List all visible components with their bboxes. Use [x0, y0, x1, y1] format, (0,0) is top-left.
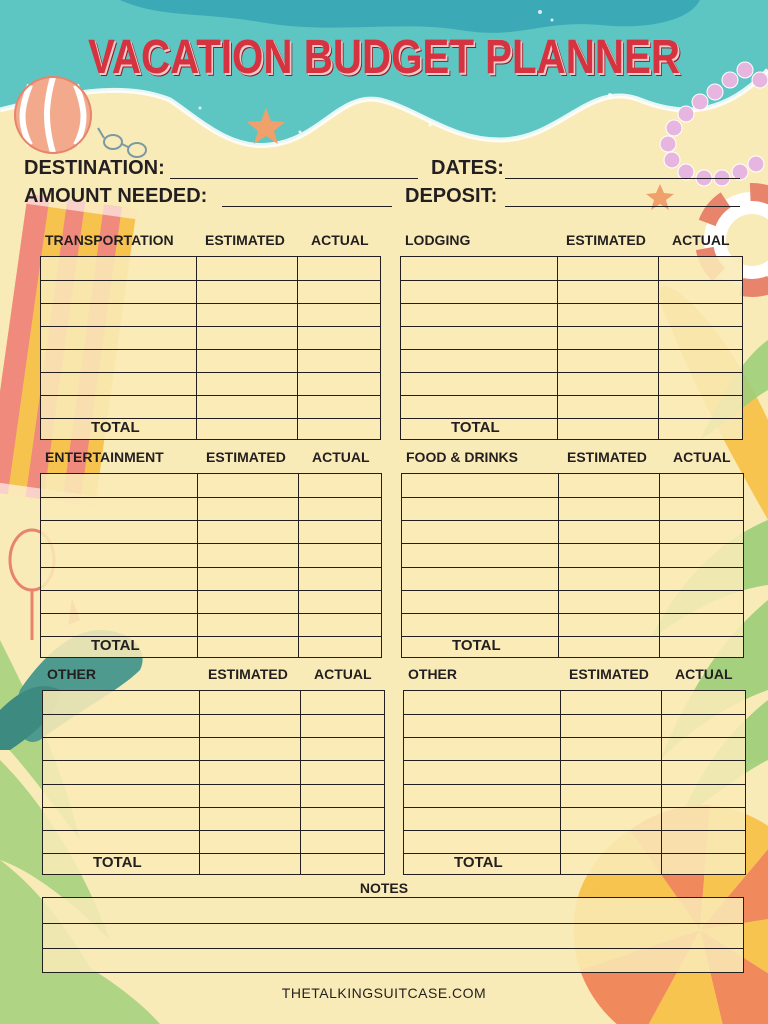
- table-row-line: [401, 349, 742, 350]
- total-label: TOTAL: [452, 637, 501, 654]
- destination-field[interactable]: [170, 178, 418, 179]
- category-label: LODGING: [405, 232, 471, 248]
- table-row-line: [41, 372, 380, 373]
- table-row-line: [43, 760, 384, 761]
- table-row-line: [43, 784, 384, 785]
- amount-needed-field[interactable]: [222, 206, 392, 207]
- table-row-line: [41, 349, 380, 350]
- budget-table[interactable]: [42, 690, 385, 875]
- notes-label: NOTES: [359, 880, 409, 896]
- budget-section: [403, 666, 746, 899]
- budget-section: [400, 232, 743, 464]
- deposit-field[interactable]: [505, 206, 740, 207]
- column-divider: [661, 691, 662, 874]
- column-divider: [197, 474, 198, 657]
- table-row-line: [402, 497, 743, 498]
- table-row-line: [41, 590, 381, 591]
- budget-table[interactable]: [401, 473, 744, 658]
- column-divider: [199, 691, 200, 874]
- sunglasses-icon: [98, 128, 146, 157]
- column-divider: [659, 474, 660, 657]
- table-row-line: [43, 830, 384, 831]
- table-row-line: [41, 567, 381, 568]
- column-divider: [196, 257, 197, 439]
- table-row-line: [404, 784, 745, 785]
- category-label: OTHER: [408, 666, 457, 682]
- table-row-line: [404, 714, 745, 715]
- section-header: [40, 449, 382, 473]
- budget-section: [401, 449, 744, 682]
- budget-section: [40, 232, 381, 464]
- budget-table[interactable]: [40, 473, 382, 658]
- section-header: [42, 666, 385, 690]
- actual-header: ACTUAL: [311, 232, 369, 248]
- table-row-line: [401, 280, 742, 281]
- table-row-line: [404, 830, 745, 831]
- total-label: TOTAL: [454, 854, 503, 871]
- section-header: [40, 232, 381, 256]
- footer-website: THETALKINGSUITCASE.COM: [281, 985, 487, 1001]
- table-row-line: [402, 567, 743, 568]
- table-row-line: [43, 737, 384, 738]
- notes-box[interactable]: [42, 897, 744, 973]
- category-label: ENTERTAINMENT: [45, 449, 164, 465]
- column-divider: [297, 257, 298, 439]
- category-label: FOOD & DRINKS: [406, 449, 518, 465]
- total-label: TOTAL: [93, 854, 142, 871]
- estimated-header: ESTIMATED: [569, 666, 649, 682]
- actual-header: ACTUAL: [673, 449, 731, 465]
- table-row-line: [41, 395, 380, 396]
- table-row-line: [401, 326, 742, 327]
- table-row-line: [401, 395, 742, 396]
- table-row-line: [402, 543, 743, 544]
- column-divider: [560, 691, 561, 874]
- table-row-line: [402, 590, 743, 591]
- category-label: TRANSPORTATION: [45, 232, 174, 248]
- budget-section: [42, 666, 385, 899]
- actual-header: ACTUAL: [675, 666, 733, 682]
- total-label: TOTAL: [91, 637, 140, 654]
- table-row-line: [404, 737, 745, 738]
- estimated-header: ESTIMATED: [206, 449, 286, 465]
- column-divider: [298, 474, 299, 657]
- table-row-line: [41, 520, 381, 521]
- actual-header: ACTUAL: [312, 449, 370, 465]
- table-row-line: [404, 807, 745, 808]
- notes-line: [43, 923, 743, 924]
- total-label: TOTAL: [91, 419, 140, 436]
- column-divider: [557, 257, 558, 439]
- estimated-header: ESTIMATED: [566, 232, 646, 248]
- total-label: TOTAL: [451, 419, 500, 436]
- table-row-line: [43, 714, 384, 715]
- notes-line: [43, 948, 743, 949]
- section-header: [401, 449, 744, 473]
- table-row-line: [401, 303, 742, 304]
- budget-table[interactable]: [400, 256, 743, 440]
- estimated-header: ESTIMATED: [208, 666, 288, 682]
- dates-field[interactable]: [505, 178, 740, 179]
- dates-label: DATES:: [431, 157, 504, 179]
- destination-label: DESTINATION:: [24, 157, 165, 179]
- deposit-label: DEPOSIT:: [405, 185, 498, 207]
- beach-ball-icon: [15, 77, 91, 153]
- estimated-header: ESTIMATED: [205, 232, 285, 248]
- table-row-line: [41, 613, 381, 614]
- budget-table[interactable]: [403, 690, 746, 875]
- budget-section: [40, 449, 382, 682]
- page-title: VACATION BUDGET PLANNER: [87, 31, 681, 84]
- table-row-line: [404, 760, 745, 761]
- section-header: [403, 666, 746, 690]
- estimated-header: ESTIMATED: [567, 449, 647, 465]
- amount-needed-label: AMOUNT NEEDED:: [24, 185, 208, 207]
- table-row-line: [402, 520, 743, 521]
- actual-header: ACTUAL: [314, 666, 372, 682]
- table-row-line: [41, 543, 381, 544]
- table-row-line: [401, 372, 742, 373]
- table-row-line: [41, 497, 381, 498]
- table-row-line: [41, 280, 380, 281]
- table-row-line: [402, 613, 743, 614]
- actual-header: ACTUAL: [672, 232, 730, 248]
- table-row-line: [41, 303, 380, 304]
- table-row-line: [41, 326, 380, 327]
- column-divider: [300, 691, 301, 874]
- budget-table[interactable]: [40, 256, 381, 440]
- column-divider: [558, 474, 559, 657]
- column-divider: [658, 257, 659, 439]
- section-header: [400, 232, 743, 256]
- table-row-line: [43, 807, 384, 808]
- category-label: OTHER: [47, 666, 96, 682]
